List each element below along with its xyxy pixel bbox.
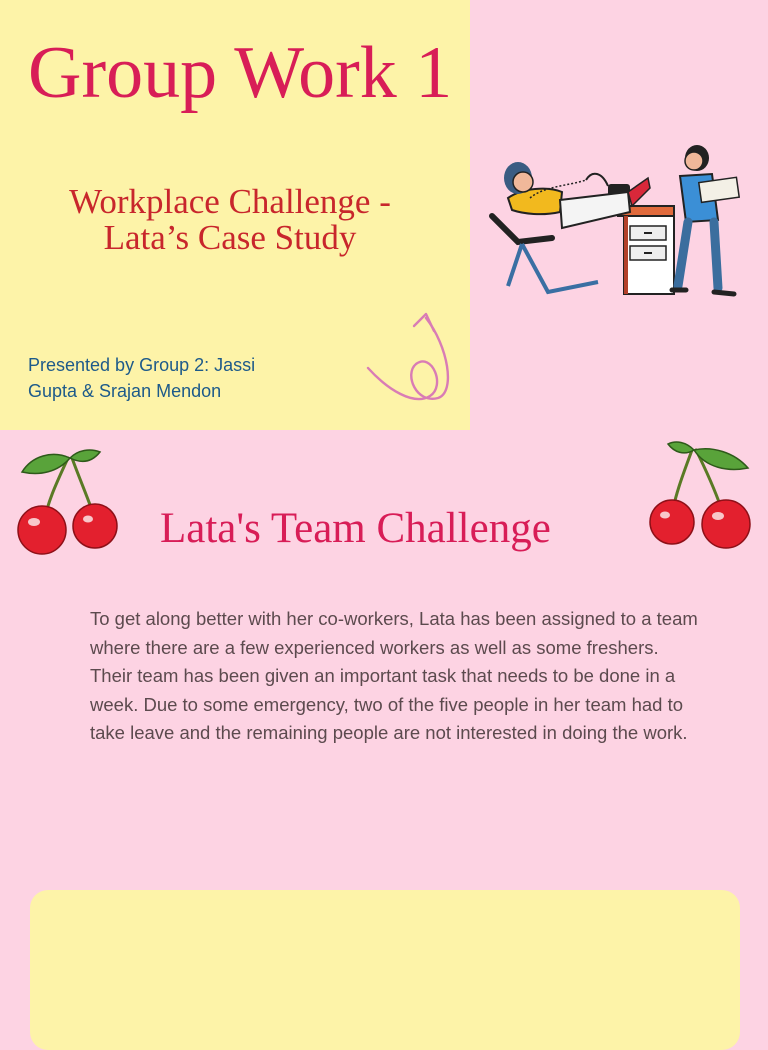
paragraph: To get along better with her co-workers, Lata has been assigned to a team where there are a few experienced workers as well as some freshers. bbox=[90, 608, 698, 658]
squiggle-arrow-icon bbox=[360, 306, 460, 411]
office-illustration bbox=[478, 136, 748, 306]
subtitle-line-1: Workplace Challenge - bbox=[69, 182, 391, 221]
subtitle bbox=[20, 184, 440, 256]
subtitle-line-2: Lata’s Case Study bbox=[103, 218, 357, 257]
cherry-icon bbox=[14, 446, 124, 558]
question-card bbox=[30, 890, 740, 1050]
paragraph: Their team has been given an important task that needs to be done in a week. Due to some emergency, two of the five people in her team had to take leave and the remaining people are not interested in doing the work. bbox=[90, 665, 688, 743]
title-panel bbox=[0, 0, 470, 430]
presenters: Presented by Group 2: Jassi Gupta & Srajan Mendon bbox=[28, 355, 256, 401]
cherry-icon bbox=[646, 440, 756, 552]
section-title: Lata's Team Challenge bbox=[160, 505, 551, 552]
page-title: Group Work 1 bbox=[28, 32, 453, 114]
case-description bbox=[90, 605, 710, 748]
